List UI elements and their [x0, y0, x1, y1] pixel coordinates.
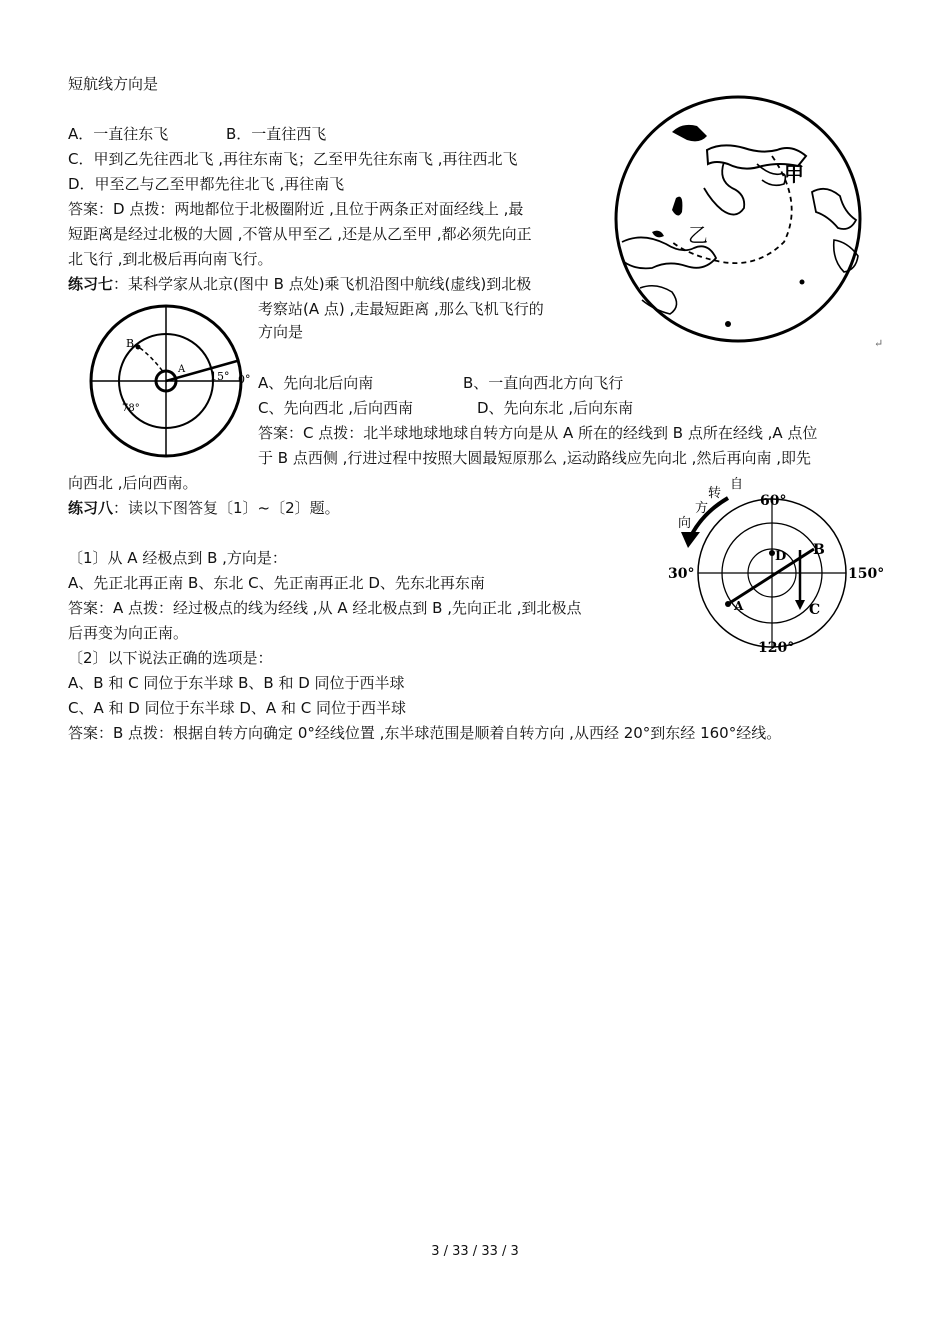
ex8-label-b: B	[813, 542, 825, 558]
arrow-c	[795, 600, 805, 610]
q6-answer-line: 短距离是经过北极的大圆 ,不管从甲至乙 ,还是从乙至甲 ,都必须先向正	[68, 225, 532, 243]
ex8-q1-options: A、先正北再正南 B、东北 C、先正南再正北 D、先东北再东南	[68, 574, 485, 592]
ex7-option-c: C、先向西北 ,后向西南	[258, 399, 414, 417]
island	[652, 231, 664, 238]
ex7-question-line: 方向是	[258, 323, 304, 341]
ex7-option-b: B、一直向西北方向飞行	[463, 374, 624, 392]
map-label-yi: 乙	[688, 223, 708, 247]
ex7-question-line: 考察站(A 点) ,走最短距离 ,那么飞机飞行的	[258, 300, 544, 318]
ex7-polar-figure	[86, 303, 250, 463]
ex8-q1-stem: 〔1〕从 A 经极点到 B ,方向是：	[68, 549, 287, 567]
ex8-rotation-figure	[664, 470, 892, 658]
ex8-q2-answer: 答案：B 点拨：根据自转方向确定 0°经线位置 ,东半球范围是顺着自转方向 ,从西经 20°到东经 160°经线。	[68, 724, 782, 742]
q6-option-d: D．甲至乙与乙至甲都先往北飞 ,再往南飞	[68, 175, 345, 193]
q6-option-a: A．一直往东飞	[68, 125, 169, 143]
q6-option-c: C．甲到乙先往西北飞 ,再往东南飞；乙至甲先往东南飞 ,再往西北飞	[68, 150, 518, 168]
ex8-q2-options-row: A、B 和 C 同位于东半球 B、B 和 D 同位于西半球	[68, 674, 405, 692]
ex8-intro-text: ：读以下图答复〔1〕~〔2〕题。	[113, 499, 340, 517]
point-a-marker	[725, 601, 731, 607]
map-boundary	[616, 97, 860, 341]
ex7-option-d: D、先向东北 ,后向东南	[477, 399, 634, 417]
point-b-marker	[136, 345, 141, 350]
ex7-answer-line: 于 B 点西侧 ,行进过程中按照大圆最短原那么 ,运动路线应先向北 ,然后再向南 ,即先	[258, 449, 811, 467]
landmass	[672, 125, 707, 141]
landmass	[672, 197, 682, 216]
ex7-label-15: 15°	[210, 370, 230, 383]
ex7-title: 练习七	[68, 275, 114, 293]
island	[725, 321, 731, 327]
ex8-label-d: D	[775, 549, 787, 564]
ex7-label-a: A	[178, 364, 186, 375]
ex7-label-0: 0°	[238, 373, 250, 386]
ex7-option-a: A、先向北后向南	[258, 374, 374, 392]
ex8-label-a: A	[734, 599, 744, 613]
coastline	[812, 189, 856, 229]
q6-option-b: B．一直往西飞	[226, 125, 327, 143]
ex8-rot-4: 向	[678, 516, 692, 531]
q6-answer-line: 北飞行 ,到北极后再向南飞行。	[68, 250, 273, 268]
ex8-q2-stem: 〔2〕以下说法正确的选项是：	[68, 649, 273, 667]
ex8-label-30: 30°	[668, 566, 695, 582]
ex8-q2-options-row: C、A 和 D 同位于东半球 D、A 和 C 同位于西半球	[68, 699, 406, 717]
coastline	[757, 164, 785, 185]
island	[800, 280, 805, 285]
ex8-q1-answer-line: 后再变为向正南。	[68, 624, 189, 642]
ex7-answer-line: 答案：C 点拨：北半球地球地球自转方向是从 A 所在的经线到 B 点所在经线 ,A 点位	[258, 424, 818, 442]
return-mark: ↵	[874, 337, 884, 350]
ex7-label-b: B	[126, 337, 135, 350]
north-polar-map	[612, 92, 892, 354]
intro-tail-text: 短航线方向是	[68, 75, 159, 93]
page-footer: 3 / 33 / 33 / 3	[431, 1244, 519, 1259]
ex8-label-c: C	[809, 602, 821, 618]
ex8-rot-3: 方	[695, 501, 709, 516]
map-label-jia: 甲	[784, 162, 804, 186]
flight-route	[140, 348, 164, 373]
ex7-question-text: ：某科学家从北京(图中 B 点处)乘飞机沿图中航线(虚线)到北极	[113, 275, 532, 293]
q6-answer-line: 答案：D 点拨：两地都位于北极圈附近 ,且位于两条正对面经线上 ,最	[68, 200, 524, 218]
rotation-arrowhead	[681, 532, 700, 548]
ex8-label-150: 150°	[848, 566, 885, 582]
ex7-answer-line: 向西北 ,后向西南。	[68, 474, 198, 492]
ex8-rot-1: 自	[730, 477, 744, 492]
ex7-label-78: 78°	[122, 403, 140, 414]
ex8-label-120: 120°	[758, 640, 795, 656]
flight-route	[672, 156, 792, 263]
ex7-question-line	[68, 272, 531, 296]
ex8-label-60: 60°	[760, 493, 787, 509]
ex8-title: 练习八	[68, 499, 114, 517]
ex8-intro-line	[68, 496, 340, 520]
ex8-q1-answer-line: 答案：A 点拨：经过极点的线为经线 ,从 A 经北极点到 B ,先向正北 ,到北极点	[68, 599, 582, 617]
ex8-rot-2: 转	[708, 486, 722, 501]
coastline	[704, 162, 744, 215]
